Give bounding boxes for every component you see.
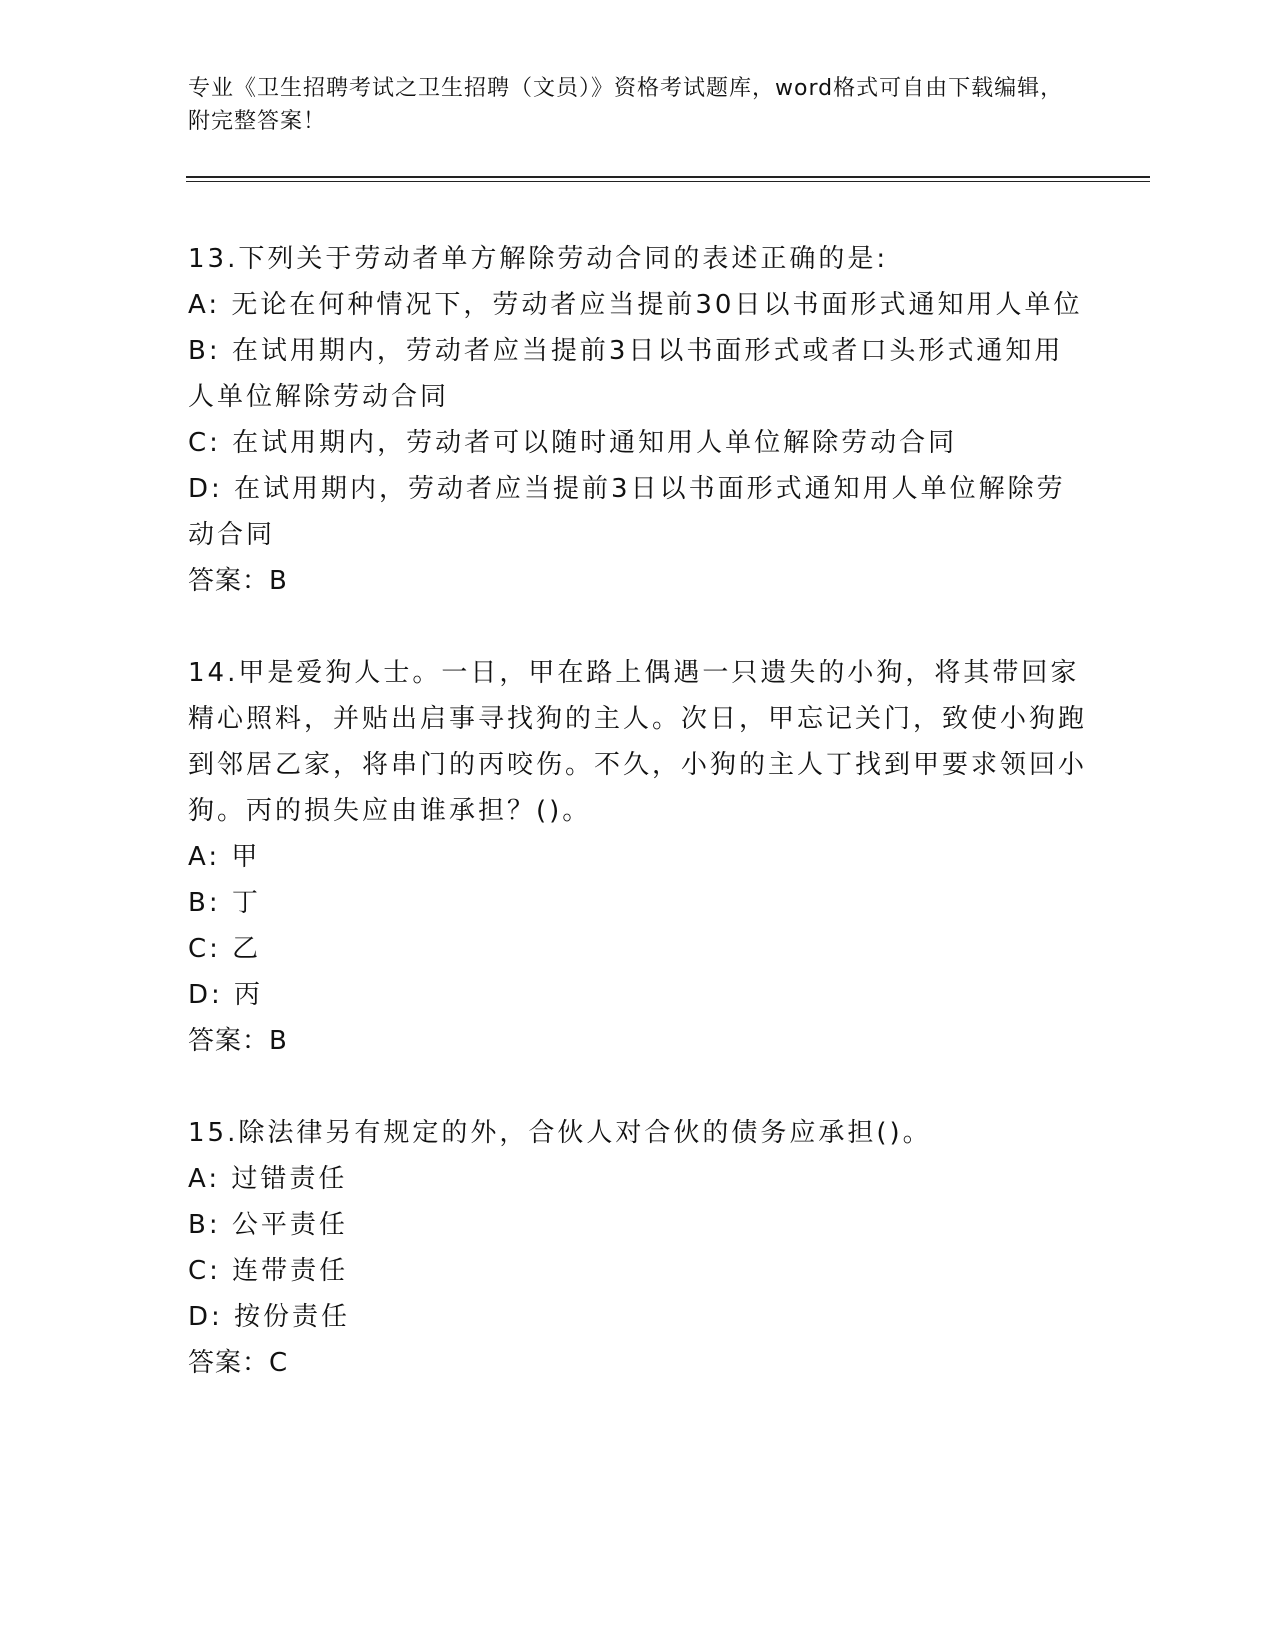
option-a: A: 过错责任 (188, 1164, 348, 1194)
answer: 答案：B (188, 1026, 288, 1056)
question-15 (188, 1110, 1088, 1386)
header-rule-thin (186, 181, 1150, 182)
option-b: B: 公平责任 (188, 1210, 348, 1240)
option-d: D: 按份责任 (188, 1302, 351, 1332)
question-stem: 15.除法律另有规定的外，合伙人对合伙的债务应承担()。 (188, 1118, 932, 1148)
answer: 答案：B (188, 566, 288, 596)
option-a: A: 甲 (188, 842, 261, 872)
document-header: 专业《卫生招聘考试之卫生招聘（文员）》资格考试题库，word格式可自由下载编辑，附完整答案！ (188, 76, 1064, 134)
question-13 (188, 236, 1088, 604)
option-c: C: 乙 (188, 934, 262, 964)
option-d: D: 在试用期内，劳动者应当提前3日以书面形式通知用人单位解除劳动合同 (188, 474, 1066, 550)
question-list (188, 236, 1088, 1432)
question-14 (188, 650, 1088, 1064)
option-c: C: 连带责任 (188, 1256, 349, 1286)
option-b: B: 丁 (188, 888, 261, 918)
question-stem: 14.甲是爱狗人士。一日，甲在路上偶遇一只遗失的小狗，将其带回家精心照料，并贴出启事寻找狗的主人。次日，甲忘记关门，致使小狗跑到邻居乙家，将串门的丙咬伤。不久，小狗的主人丁找到甲要求领回小狗。丙的损失应由谁承担？()。 (188, 658, 1088, 826)
question-stem: 13.下列关于劳动者单方解除劳动合同的表述正确的是: (188, 244, 889, 274)
option-a: A: 无论在何种情况下，劳动者应当提前30日以书面形式通知用人单位 (188, 290, 1083, 320)
header-rule (186, 176, 1150, 178)
option-d: D: 丙 (188, 980, 264, 1010)
option-c: C: 在试用期内，劳动者可以随时通知用人单位解除劳动合同 (188, 428, 958, 458)
option-b: B: 在试用期内，劳动者应当提前3日以书面形式或者口头形式通知用人单位解除劳动合同 (188, 336, 1064, 412)
answer: 答案：C (188, 1348, 289, 1378)
